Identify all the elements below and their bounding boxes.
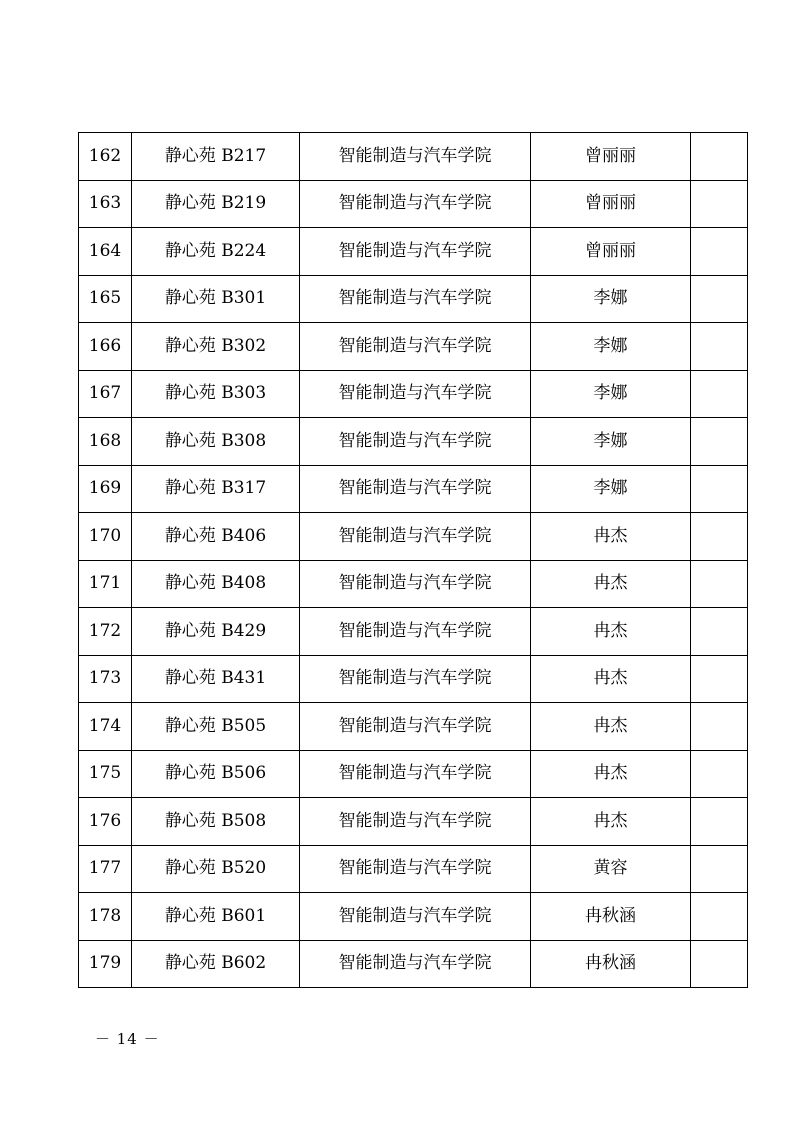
- cell-note: [691, 513, 748, 561]
- cell-note: [691, 465, 748, 513]
- table-row: [79, 370, 748, 418]
- table-row: [79, 465, 748, 513]
- cell-person: 曾丽丽: [531, 228, 691, 276]
- cell-number: 170: [79, 513, 132, 561]
- cell-person: 李娜: [531, 465, 691, 513]
- cell-number: 165: [79, 275, 132, 323]
- cell-college: 智能制造与汽车学院: [300, 418, 531, 466]
- table-row: [79, 560, 748, 608]
- cell-college: 智能制造与汽车学院: [300, 323, 531, 371]
- cell-note: [691, 370, 748, 418]
- table-row: [79, 703, 748, 751]
- cell-person: 冉杰: [531, 513, 691, 561]
- cell-note: [691, 418, 748, 466]
- cell-college: 智能制造与汽车学院: [300, 133, 531, 181]
- cell-college: 智能制造与汽车学院: [300, 893, 531, 941]
- cell-number: 173: [79, 655, 132, 703]
- cell-note: [691, 133, 748, 181]
- cell-note: [691, 323, 748, 371]
- cell-person: 冉杰: [531, 608, 691, 656]
- cell-note: [691, 703, 748, 751]
- cell-person: 曾丽丽: [531, 180, 691, 228]
- table-row: [79, 655, 748, 703]
- cell-college: 智能制造与汽车学院: [300, 180, 531, 228]
- table-body: [79, 133, 748, 988]
- cell-note: [691, 228, 748, 276]
- cell-number: 168: [79, 418, 132, 466]
- cell-number: 162: [79, 133, 132, 181]
- cell-number: 169: [79, 465, 132, 513]
- cell-room: 静心苑 B219: [132, 180, 300, 228]
- table-row: [79, 513, 748, 561]
- cell-person: 李娜: [531, 418, 691, 466]
- cell-note: [691, 275, 748, 323]
- cell-college: 智能制造与汽车学院: [300, 370, 531, 418]
- cell-college: 智能制造与汽车学院: [300, 750, 531, 798]
- cell-person: 冉杰: [531, 655, 691, 703]
- table-row: [79, 180, 748, 228]
- cell-number: 163: [79, 180, 132, 228]
- cell-number: 179: [79, 940, 132, 988]
- cell-college: 智能制造与汽车学院: [300, 940, 531, 988]
- cell-person: 曾丽丽: [531, 133, 691, 181]
- cell-room: 静心苑 B601: [132, 893, 300, 941]
- cell-room: 静心苑 B406: [132, 513, 300, 561]
- cell-number: 171: [79, 560, 132, 608]
- cell-number: 174: [79, 703, 132, 751]
- cell-room: 静心苑 B505: [132, 703, 300, 751]
- cell-number: 176: [79, 798, 132, 846]
- cell-person: 李娜: [531, 275, 691, 323]
- cell-college: 智能制造与汽车学院: [300, 608, 531, 656]
- cell-college: 智能制造与汽车学院: [300, 560, 531, 608]
- table-row: [79, 798, 748, 846]
- cell-number: 178: [79, 893, 132, 941]
- cell-room: 静心苑 B508: [132, 798, 300, 846]
- table-row: [79, 275, 748, 323]
- cell-college: 智能制造与汽车学院: [300, 228, 531, 276]
- cell-room: 静心苑 B217: [132, 133, 300, 181]
- table-row: [79, 228, 748, 276]
- cell-note: [691, 750, 748, 798]
- table-row: [79, 845, 748, 893]
- cell-college: 智能制造与汽车学院: [300, 703, 531, 751]
- cell-college: 智能制造与汽车学院: [300, 798, 531, 846]
- cell-person: 冉秋涵: [531, 940, 691, 988]
- cell-note: [691, 180, 748, 228]
- cell-note: [691, 940, 748, 988]
- cell-note: [691, 798, 748, 846]
- cell-note: [691, 893, 748, 941]
- cell-person: 李娜: [531, 323, 691, 371]
- cell-college: 智能制造与汽车学院: [300, 513, 531, 561]
- table-row: [79, 323, 748, 371]
- page-number: － 14 －: [95, 1030, 160, 1048]
- cell-number: 172: [79, 608, 132, 656]
- cell-room: 静心苑 B302: [132, 323, 300, 371]
- cell-note: [691, 608, 748, 656]
- cell-number: 177: [79, 845, 132, 893]
- cell-room: 静心苑 B303: [132, 370, 300, 418]
- cell-college: 智能制造与汽车学院: [300, 465, 531, 513]
- cell-number: 166: [79, 323, 132, 371]
- cell-person: 李娜: [531, 370, 691, 418]
- cell-person: 冉杰: [531, 703, 691, 751]
- cell-note: [691, 655, 748, 703]
- table-row: [79, 940, 748, 988]
- cell-note: [691, 845, 748, 893]
- cell-room: 静心苑 B317: [132, 465, 300, 513]
- table-row: [79, 608, 748, 656]
- cell-person: 冉杰: [531, 750, 691, 798]
- cell-room: 静心苑 B301: [132, 275, 300, 323]
- cell-person: 冉杰: [531, 560, 691, 608]
- cell-person: 冉秋涵: [531, 893, 691, 941]
- table-row: [79, 133, 748, 181]
- cell-college: 智能制造与汽车学院: [300, 655, 531, 703]
- cell-number: 175: [79, 750, 132, 798]
- cell-note: [691, 560, 748, 608]
- cell-room: 静心苑 B506: [132, 750, 300, 798]
- cell-person: 黄容: [531, 845, 691, 893]
- table-row: [79, 418, 748, 466]
- cell-person: 冉杰: [531, 798, 691, 846]
- cell-room: 静心苑 B308: [132, 418, 300, 466]
- dormitory-table: [78, 132, 748, 988]
- cell-number: 167: [79, 370, 132, 418]
- table-row: [79, 750, 748, 798]
- cell-room: 静心苑 B408: [132, 560, 300, 608]
- cell-number: 164: [79, 228, 132, 276]
- table-row: [79, 893, 748, 941]
- cell-room: 静心苑 B429: [132, 608, 300, 656]
- cell-room: 静心苑 B520: [132, 845, 300, 893]
- cell-room: 静心苑 B224: [132, 228, 300, 276]
- cell-college: 智能制造与汽车学院: [300, 275, 531, 323]
- cell-room: 静心苑 B602: [132, 940, 300, 988]
- cell-room: 静心苑 B431: [132, 655, 300, 703]
- cell-college: 智能制造与汽车学院: [300, 845, 531, 893]
